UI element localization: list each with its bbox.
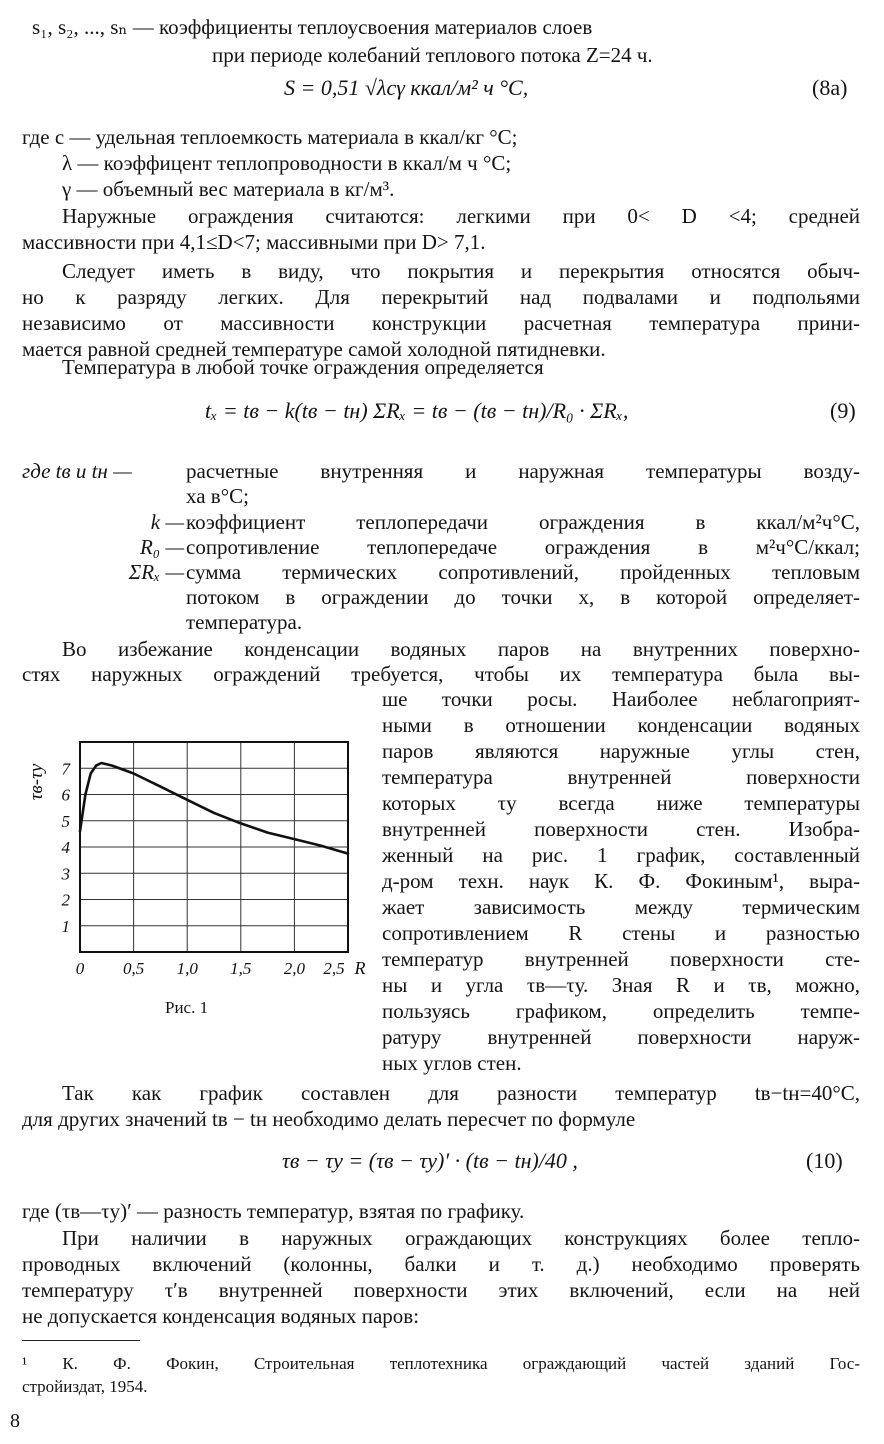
x-tick-label: 1,0 <box>176 959 198 978</box>
y-tick-label: 7 <box>61 759 70 779</box>
footnote-rule <box>22 1340 140 1341</box>
s-definition-line1: s₁, s₂, ..., sₙ — коэффициенты теплоусвоения материалов слоев <box>32 15 593 39</box>
footnote-line: стройиздат, 1954. <box>22 1377 148 1396</box>
column-line: паров являются наружные углы стен, <box>382 739 860 763</box>
paragraph-line: Во избежание конденсации водяных паров на внутренних поверхно- <box>62 637 860 661</box>
y-tick-label: 6 <box>61 785 70 805</box>
equation-9: tₓ = tв − k(tв − tн) ΣRₓ = tв − (tв − tн)/R₀ · ΣRₓ, <box>205 398 629 423</box>
y-tick-label: 1 <box>61 916 70 936</box>
column-line: ных углов стен. <box>382 1051 522 1075</box>
y-tick-label: 3 <box>61 864 70 884</box>
column-line: температура внутренней поверхности <box>382 765 860 789</box>
paragraph-line: Температура в любой точке ограждения определяется <box>62 355 544 379</box>
y-tick-label: 2 <box>61 890 70 910</box>
equation-9-number: (9) <box>830 398 856 423</box>
def-term-r0: R₀ — <box>139 535 184 559</box>
column-line: которых τу всегда ниже температуры <box>382 791 860 815</box>
x-tick-label: 0 <box>75 959 85 978</box>
def-text: расчетные внутренняя и наружная температуры возду- <box>186 459 860 483</box>
def-text: потоком в ограждении до точки x, в которой определяет- <box>186 585 860 609</box>
paragraph-line: для других значений tв − tн необходимо делать пересчет по формуле <box>22 1107 636 1131</box>
column-line: д-ром техн. наук К. Ф. Фокиным¹, выра- <box>382 869 860 893</box>
paragraph-line: не допускается конденсация водяных паров: <box>22 1304 420 1328</box>
def-text: сопротивление теплопередаче ограждения в м²ч°С/ккал; <box>186 535 860 559</box>
x-tick-label: 0,5 <box>122 959 145 978</box>
def-lambda: λ — коэффицент теплопроводности в ккал/м ч °С; <box>62 151 512 175</box>
column-line: женный на рис. 1 график, составленный <box>382 843 860 867</box>
y-tick-label: 4 <box>61 838 70 857</box>
column-line: жает зависимость между термическим <box>382 895 860 919</box>
def-term-sum-rx: ΣRₓ — <box>128 560 184 584</box>
def-term-tv-tn: где tв и tн — <box>22 459 132 483</box>
paragraph-line: температуру τ′в внутренней поверхности этих включений, если на ней <box>22 1278 860 1302</box>
figure-1-chart <box>20 720 372 990</box>
def-text: температура. <box>186 610 303 634</box>
def-text: ха в°С; <box>186 484 249 508</box>
def-graph-difference: где (τв—τу)′ — разность температур, взятая по графику. <box>22 1199 525 1223</box>
paragraph-line: проводных включений (колонны, балки и т. д.) необходимо проверять <box>22 1252 860 1276</box>
equation-8a: S = 0,51 √λcγ ккал/м² ч °С, <box>284 75 529 100</box>
paragraph-line: Следует иметь в виду, что покрытия и перекрытия относятся обыч- <box>62 259 860 283</box>
column-line: ше точки росы. Наиболее неблагоприят- <box>382 687 860 711</box>
paragraph-line: мается равной средней температуре самой холодной пятидневки. <box>22 337 606 361</box>
s-definition-line2: при периоде колебаний теплового потока Z=24 ч. <box>212 43 653 67</box>
def-c: где c — удельная теплоемкость материала в ккал/кг °С; <box>22 125 518 149</box>
equation-10: τв − τу = (τв − τу)′ · (tв − tн)/40 , <box>282 1148 578 1173</box>
def-text: сумма термических сопротивлений, пройденных тепловым <box>186 560 860 584</box>
def-term-k: k — <box>150 510 184 534</box>
column-line: сопротивлением R стены и разностью <box>382 921 860 945</box>
paragraph-line: Наружные ограждения считаются: легкими при 0< D <4; средней <box>62 204 860 228</box>
x-tick-label: 2,5 <box>323 959 345 978</box>
column-line: ратуру внутренней поверхности наруж- <box>382 1025 860 1049</box>
x-tick-label: 2,0 <box>283 959 306 978</box>
paragraph-line: Так как график составлен для разности температур tв−tн=40°С, <box>62 1081 860 1105</box>
series-line <box>80 763 348 854</box>
paragraph-line: массивности при 4,1≤D<7; массивными при D> 7,1. <box>22 230 486 254</box>
equation-8a-number: (8а) <box>812 75 848 100</box>
x-tick-label: 1,5 <box>230 959 252 978</box>
paragraph-line: стях наружных ограждений требуется, чтобы их температура была вы- <box>22 662 860 686</box>
paragraph-line: независимо от массивности конструкции расчетная температура прини- <box>22 311 860 335</box>
paragraph-line: но к разряду легких. Для перекрытий над подвалами и подпольями <box>22 285 860 309</box>
def-text: коэффициент теплопередачи ограждения в ккал/м²ч°С, <box>186 510 860 534</box>
column-line: внутренней поверхности стен. Изобра- <box>382 817 860 841</box>
column-line: пользуясь графиком, определить темпе- <box>382 999 860 1023</box>
y-axis-label: τв-τу <box>26 763 47 801</box>
y-tick-label: 5 <box>61 811 70 831</box>
figure-caption: Рис. 1 <box>165 998 209 1017</box>
equation-10-number: (10) <box>806 1148 843 1173</box>
paragraph-line: При наличии в наружных ограждающих конструкциях более тепло- <box>62 1226 860 1250</box>
x-axis-label: R <box>354 958 366 978</box>
page-number: 8 <box>10 1410 20 1432</box>
footnote-line: ¹ К. Ф. Фокин, Строительная теплотехника ограждающий частей зданий Гос- <box>22 1354 860 1373</box>
def-gamma: γ — объемный вес материала в кг/м³. <box>62 177 395 201</box>
column-line: температур внутренней поверхности сте- <box>382 947 860 971</box>
column-line: ны и угла τв—τу. Зная R и τв, можно, <box>382 973 860 997</box>
column-line: ными в отношении конденсации водяных <box>382 713 860 737</box>
